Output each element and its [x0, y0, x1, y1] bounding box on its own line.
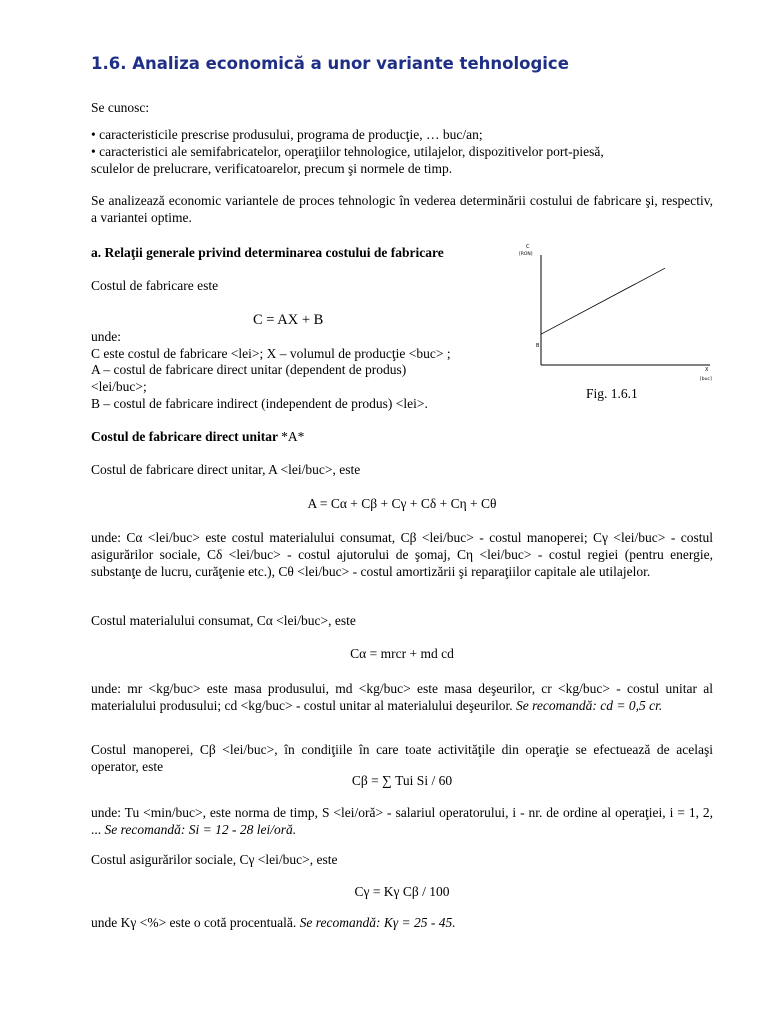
definition-line: <lei/buc>; [91, 379, 147, 394]
recommendation: Se recomandă: Kγ = 25 - 45. [299, 915, 456, 930]
direct-cost-formula: A = Cα + Cβ + Cγ + Cδ + Cη + Cθ [307, 496, 497, 511]
explain-text: unde Kγ <%> este o cotă procentuală. [91, 915, 297, 930]
intercept-label: B [536, 343, 540, 349]
definition-line: C este costul de fabricare <lei>; X – volumul de producţie <buc> ; [91, 346, 451, 361]
paragraph: Costul de fabricare este [91, 278, 219, 293]
bullet-item: • caracteristici ale semifabricatelor, operaţiilor tehnologice, utilajelor, dispozitivelor port-piesă, [91, 144, 604, 159]
explain-text: unde: Tu <min/buc>, este norma de timp, S <lei/oră> - salariul operatorului, i - nr. de ordine al operaţiei, i = 1, 2, ... [91, 805, 713, 837]
paragraph: unde: [91, 329, 121, 344]
material-formula: Cα = mrcr + md cd [350, 646, 454, 661]
figure-caption: Fig. 1.6.1 [586, 386, 638, 401]
explain-text: unde: mr <kg/buc> este masa produsului, md <kg/buc> este masa deşeurilor, cr <kg/buc> - costul unitar al materialului produsului; cd <kg/buc> - costul unitar al materialului deşeurilor. [91, 681, 713, 713]
x-axis-label-unit: [buc] [700, 377, 712, 382]
definition-line: B – costul de fabricare indirect (independent de produs) <lei>. [91, 396, 428, 411]
analysis-paragraph: Se analizează economic variantele de proces tehnologic în vederea determinării costului de fabricare şi, respectiv, a variantei optime. [91, 193, 713, 225]
heading-text: Costul de fabricare direct unitar [91, 429, 282, 444]
paragraph [91, 915, 456, 931]
paragraph: Costul materialului consumat, Cα <lei/buc>, este [91, 613, 356, 628]
labor-formula: Cβ = ∑ Tui Si / 60 [351, 773, 453, 788]
bullet-item: • caracteristicile prescrise produsului, programa de producţie, … buc/an; [91, 127, 483, 142]
bullet-continuation: sculelor de prelucrare, verificatoarelor, precum şi normele de timp. [91, 161, 453, 176]
recommendation: Se recomandă: Si = 12 - 28 lei/oră. [104, 822, 297, 837]
y-axis-label-unit: [RON] [519, 252, 533, 257]
heading-star: *A* [281, 429, 305, 444]
social-formula: Cγ = Kγ Cβ / 100 [354, 884, 450, 899]
y-axis-label-c: C [526, 244, 530, 250]
subsection-heading [91, 429, 304, 445]
section-title: 1.6. Analiza economică a unor variante tehnologice [91, 54, 569, 73]
x-axis-label-x: X [705, 367, 709, 373]
recommendation: Se recomandă: cd = 0,5 cr. [516, 698, 663, 713]
subsection-heading: a. Relaţii generale privind determinarea costului de fabricare [91, 245, 444, 260]
paragraph: Costul asigurărilor sociale, Cγ <lei/buc>, este [91, 852, 338, 867]
series-line [541, 268, 665, 334]
known-label: Se cunosc: [91, 100, 150, 115]
explain-paragraph [91, 804, 713, 838]
definition-line: A – costul de fabricare direct unitar (dependent de produs) [91, 362, 407, 377]
cost-formula: C = AX + B [253, 312, 324, 328]
explain-paragraph: unde: Cα <lei/buc> este costul materialului consumat, Cβ <lei/buc> - costul manoperei; Cγ <lei/buc> - costul asigurărilor sociale, Cδ <lei/buc> - costul ajutorului de şomaj, Cη <lei/buc> - costul regiei (pentru energie, substanţe de lucru, curăţenie etc.), Cθ <lei/buc> - costul amortizării şi reparaţiilor capitale ale utilajelor. [91, 530, 713, 579]
paragraph: Costul manoperei, Cβ <lei/buc>, în condiţiile în care toate activităţile din operaţie se efectuează de acelaşi operator, este [91, 742, 713, 774]
explain-paragraph [91, 680, 713, 714]
cost-volume-chart [505, 240, 712, 385]
paragraph: Costul de fabricare direct unitar, A <lei/buc>, este [91, 462, 361, 477]
